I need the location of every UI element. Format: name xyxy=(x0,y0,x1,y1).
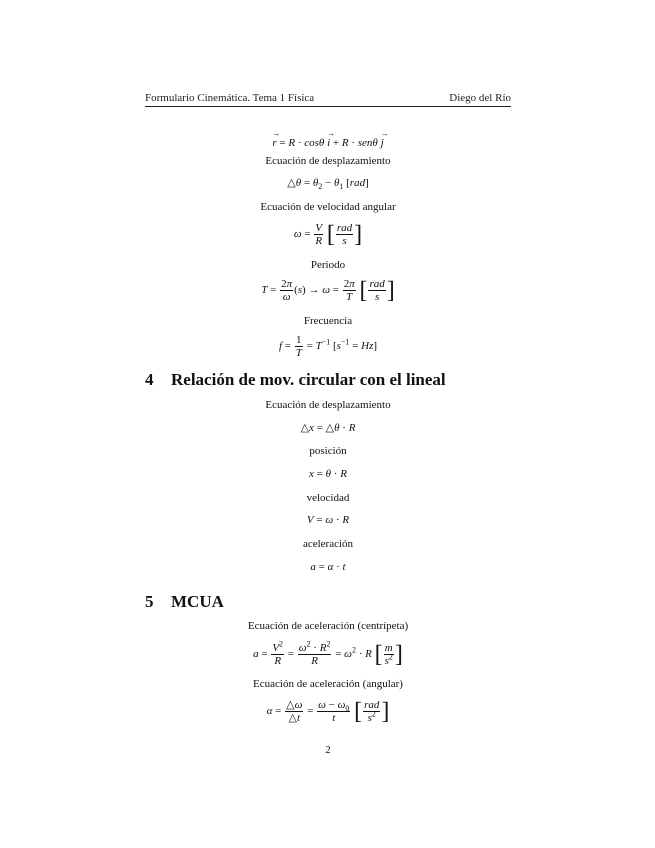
header-title: Formulario Cinemática. Tema 1 Física xyxy=(145,92,315,104)
equation-position: x = θ · R xyxy=(309,468,347,480)
header-author: Diego del Río xyxy=(449,92,511,104)
equation-frequency: f = $\frac{1}{T}$ = $T^{-1}$ $[s^{-1} = Hz]$ xyxy=(278,334,378,359)
label-displacement: Ecuación de desplazamiento xyxy=(265,155,391,167)
equation-angular-velocity: ω = $\frac{V}{R}$ [ $\frac{\text{rad}}{s}$ ] xyxy=(293,221,363,248)
section-4-heading xyxy=(145,370,446,390)
running-header xyxy=(145,92,511,106)
section-4-title: Relación de mov. circular con el lineal xyxy=(171,370,446,389)
section-4-number: 4 xyxy=(145,370,154,389)
equation-linear-displacement: △x = △θ · R xyxy=(300,422,356,434)
label-velocity: velocidad xyxy=(306,492,350,504)
section-5-title: MCUA xyxy=(171,592,224,611)
label-angular-acceleration: Ecuación de aceleración (angular) xyxy=(253,678,403,690)
section-5-number: 5 xyxy=(145,592,154,611)
label-position: posición xyxy=(309,445,347,457)
label-acceleration: aceleración xyxy=(302,538,354,550)
label-period: Periodo xyxy=(310,259,346,271)
section-5-heading xyxy=(145,592,224,612)
equation-velocity: V = ω · R xyxy=(306,514,350,526)
header-rule xyxy=(145,106,511,107)
label-angular-velocity: Ecuación de velocidad angular xyxy=(260,201,396,213)
label-centripetal: Ecuación de aceleración (centrípeta) xyxy=(247,620,409,632)
equation-centripetal: a = $\frac{V^2}{R}$ = $\frac{\omega^2 \cdot R^2}{R}$ = $\omega^2 \cdot R$ [ $\frac{m}{s^2}$ ] xyxy=(253,639,403,668)
equation-period: T = $\frac{2\pi}{\omega}$ (s) → ω = $\frac{2\pi}{T}$ [ $\frac{\text{rad}}{s}$ ] xyxy=(261,277,395,304)
equation-angular-displacement: △θ = $\theta_2 - \theta_1$ [rad] xyxy=(287,177,369,192)
equation-acceleration: a = α · t xyxy=(310,561,346,573)
page-number: 2 xyxy=(325,744,331,756)
label-linear-displacement: Ecuación de desplazamiento xyxy=(265,399,391,411)
equation-position-vector: r → = R · cosθ i → + R · senθ j → xyxy=(145,136,511,150)
label-frequency: Frecuencia xyxy=(303,315,353,327)
equation-angular-acceleration: α = $\frac{\triangle\omega}{\triangle t}$ = $\frac{\omega - \omega_0}{t}$ [ $\frac{\text{rad}}{s^2}$ ] xyxy=(266,698,390,725)
